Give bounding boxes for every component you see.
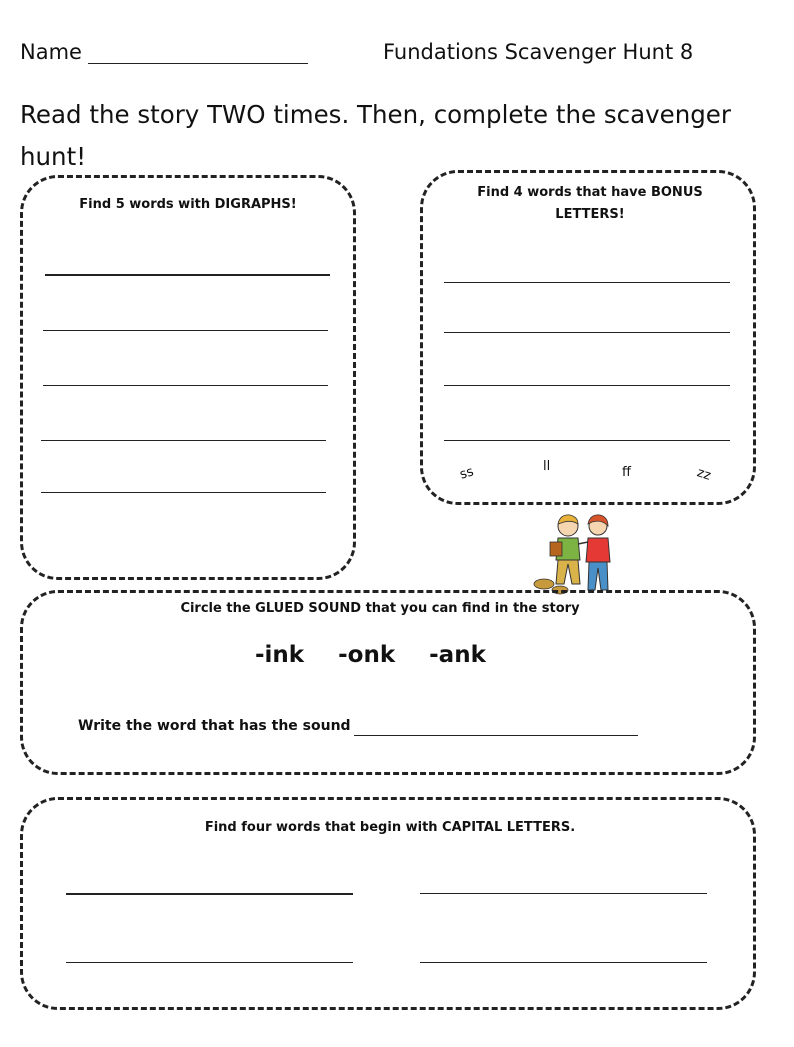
bonus-answer-line[interactable] bbox=[444, 440, 730, 441]
digraph-answer-line[interactable] bbox=[41, 492, 326, 493]
bonus-answer-line[interactable] bbox=[444, 282, 730, 283]
digraph-answer-line[interactable] bbox=[43, 385, 328, 386]
bonus-answer-line[interactable] bbox=[444, 332, 730, 333]
write-word-label: Write the word that has the sound bbox=[78, 718, 351, 734]
bonus-letter-ff: ff bbox=[622, 465, 631, 480]
digraphs-title: Find 5 words with DIGRAPHS! bbox=[79, 197, 297, 212]
kids-clipart-icon bbox=[528, 512, 624, 596]
name-field bbox=[20, 40, 308, 64]
page-title: Fundations Scavenger Hunt 8 bbox=[383, 40, 694, 64]
name-blank[interactable] bbox=[88, 43, 308, 64]
bonus-letters-title: Find 4 words that have BONUS LETTERS! bbox=[477, 185, 703, 222]
bonus-letter-zz: zz bbox=[695, 465, 713, 484]
capital-answer-line[interactable] bbox=[66, 962, 353, 963]
glued-sound-option[interactable]: -onk bbox=[338, 642, 396, 668]
glued-sound-options bbox=[255, 642, 520, 668]
name-label: Name bbox=[20, 40, 82, 64]
capital-answer-line[interactable] bbox=[420, 962, 707, 963]
bonus-letter-ss: ss bbox=[458, 464, 476, 483]
glued-sound-title: Circle the GLUED SOUND that you can find in the story bbox=[180, 601, 580, 616]
glued-sound-option[interactable]: -ink bbox=[255, 642, 305, 668]
glued-word-line[interactable] bbox=[354, 735, 638, 736]
digraph-answer-line[interactable] bbox=[45, 274, 330, 276]
instructions: Read the story TWO times. Then, complete the scavenger hunt! bbox=[20, 100, 731, 171]
digraph-answer-line[interactable] bbox=[41, 440, 326, 441]
capital-answer-line[interactable] bbox=[420, 893, 707, 894]
digraphs-box bbox=[20, 175, 356, 580]
glued-sound-option[interactable]: -ank bbox=[429, 642, 486, 668]
bonus-answer-line[interactable] bbox=[444, 385, 730, 386]
digraph-answer-line[interactable] bbox=[43, 330, 328, 331]
bonus-letter-ll: ll bbox=[543, 459, 551, 474]
capital-letters-title: Find four words that begin with CAPITAL LETTERS. bbox=[204, 820, 576, 835]
capital-answer-line[interactable] bbox=[66, 893, 353, 895]
